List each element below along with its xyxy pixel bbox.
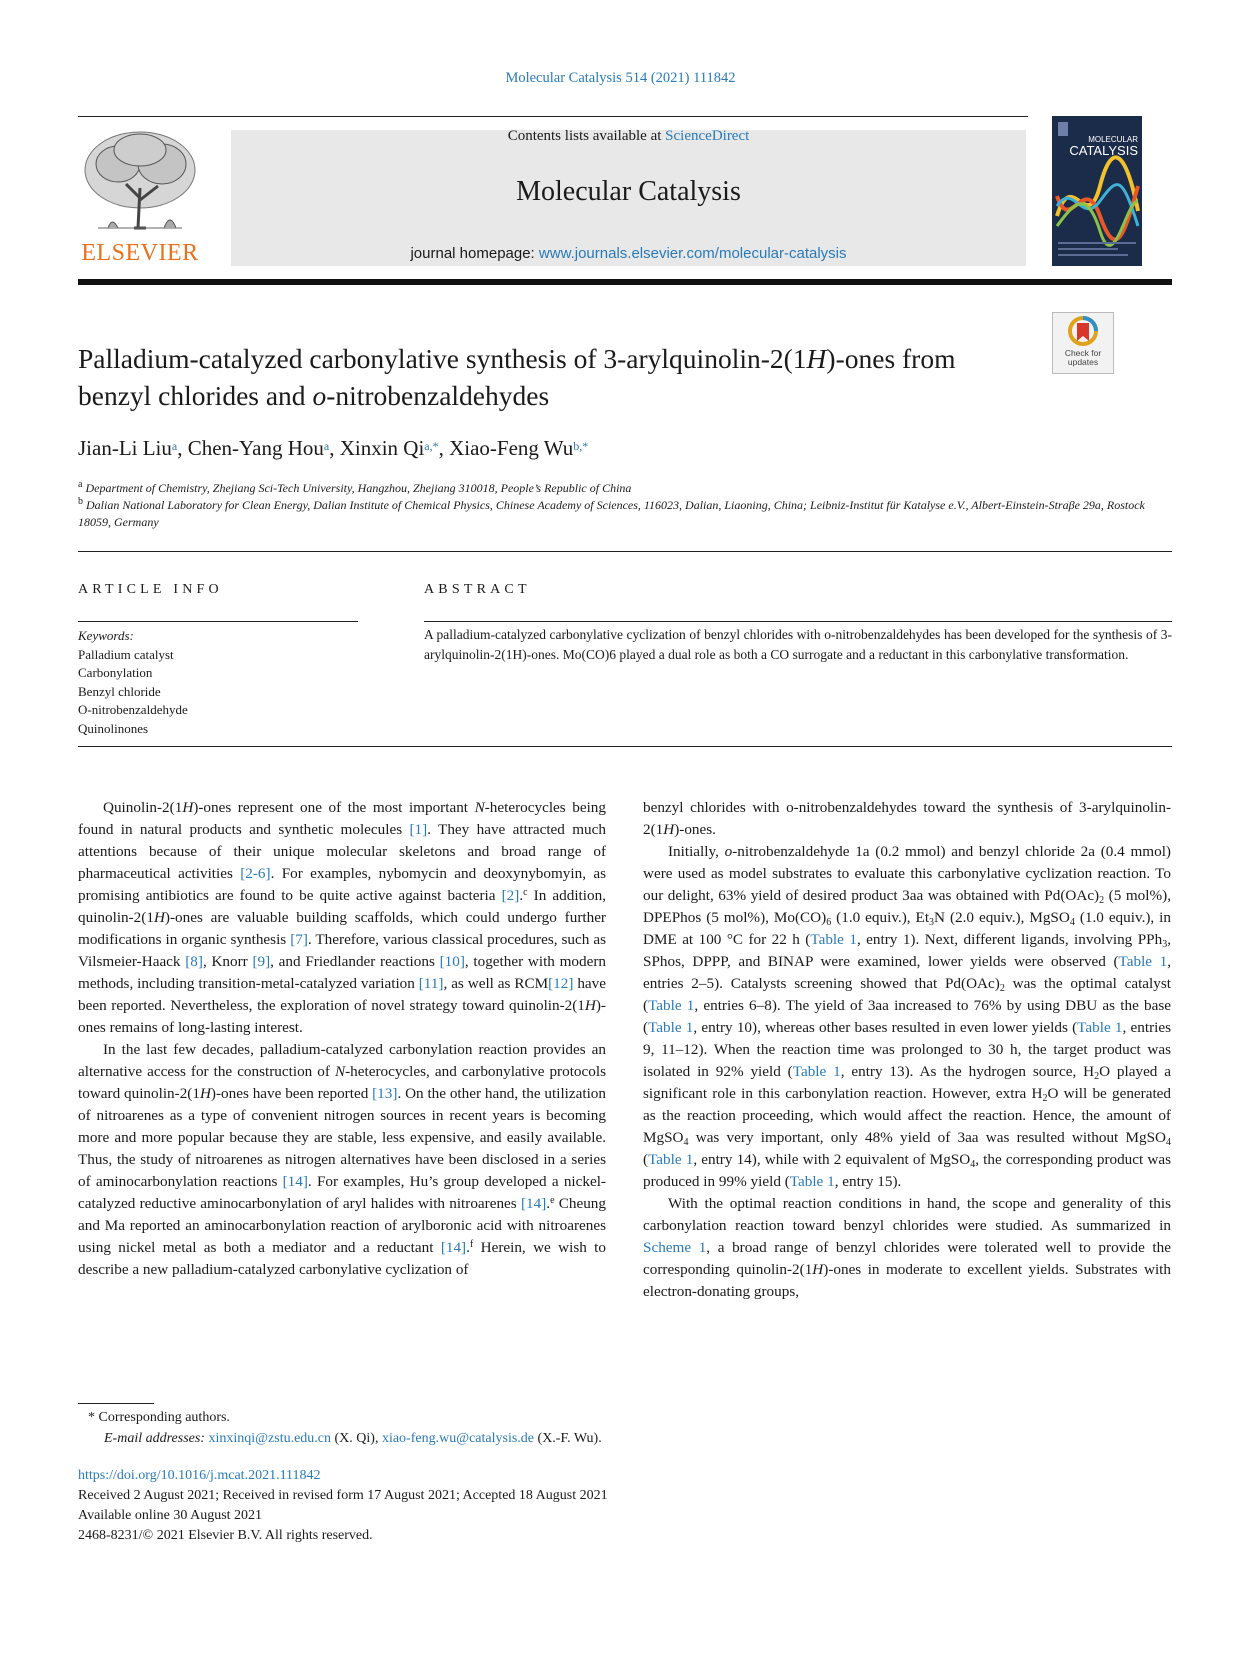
body-column-right	[643, 797, 1171, 1303]
reference-link[interactable]: [1]	[409, 821, 428, 838]
keyword-item: Palladium catalyst	[78, 646, 174, 662]
affiliation-marker: a	[78, 479, 83, 490]
contents-prefix: Contents lists available at	[507, 128, 666, 144]
scheme-link[interactable]: Scheme 1	[643, 1239, 707, 1256]
email-owner: (X.-F. Wu).	[534, 1431, 602, 1446]
reference-link[interactable]: [8]	[185, 953, 203, 970]
table-link[interactable]: Table 1	[792, 1063, 841, 1080]
body-paragraph: benzyl chlorides with o-nitrobenzaldehydes toward the synthesis of 3-arylquinolin-2(1H)-ones.	[643, 799, 1171, 838]
title-italic-2: o	[312, 380, 327, 412]
table-link[interactable]: Table 1	[789, 1173, 835, 1190]
author-affil-marker[interactable]: b,*	[573, 439, 589, 453]
affiliation-b	[78, 497, 1172, 532]
title-text-1: Palladium-catalyzed carbonylative synthesis of 3-arylquinolin-2(1	[78, 343, 807, 374]
article-title	[78, 340, 1018, 414]
body-paragraph: Initially, o-nitrobenzaldehyde 1a (0.2 mmol) and benzyl chloride 2a (0.4 mmol) were used as model substrates to evaluate this carbonylative cyclization reaction. To our delight, 63% yield of desired product 3aa was obtained with $Pd(OAc)_2$ (5 mol%), DPEPhos (5 mol%), $Mo(CO)_6$ (1.0 equiv.), $Et_3N$ (2.0 equiv.), MgSO$_4$ (1.0 equiv.), in DME at 100 °C for 22 h (Table 1, entry 1). Next, different ligands, involving PPh$_3$, SPhos, DPPP, and BINAP were examined, lower yields were observed (Table 1, entries 2–5). Catalysts screening showed that $Pd(OAc)_2$ was the optimal catalyst (Table 1, entries 6–8). The yield of 3aa increased to 76% by using DBU as the base (Table 1, entry 10), whereas other bases resulted in even lower yields (Table 1, entries 9, 11–12). When the reaction time was prolonged to 30 h, the target product was isolated in 92% yield (Table 1, entry 13). As the hydrogen source, $H_2O$ played a significant role in this carbonylation reaction. However, extra $H_2O$ will be generated as the reaction proceeding, which would affect the reaction. Hence, the amount of MgSO$_4$ was very important, only 48% yield of 3aa was resulted without MgSO$_4$ (Table 1, entry 14), while with 2 equivalent of MgSO$_4$, the corresponding product was produced in 99% yield (Table 1, entry 15).	[643, 843, 1172, 1190]
title-text-3: -nitrobenzaldehydes	[326, 380, 550, 412]
affiliation-text: Dalian National Laboratory for Clean Energy, Dalian Institute of Chemical Physics, Chinese Academy of Sciences, 116023, Dalian, Liaoning, China; Leibniz-Institut für Katalyse e.V., Albert-Einstein-Straβe 29a, Rostock 18059, Germany	[78, 498, 1145, 530]
author-name[interactable]: Jian-Li Liu	[78, 436, 172, 460]
corresponding-note: * Corresponding authors.	[88, 1410, 230, 1425]
table-link[interactable]: Table 1	[648, 1151, 694, 1168]
footnote-rule	[78, 1403, 154, 1404]
journal-citation[interactable]: Molecular Catalysis 514 (2021) 111842	[505, 70, 736, 86]
keyword-item: Quinolinones	[78, 720, 149, 736]
reference-link[interactable]: [2-6]	[240, 865, 271, 882]
reference-link[interactable]: [10]	[439, 953, 465, 970]
reference-link[interactable]: [12]	[548, 975, 574, 992]
article-info-heading: ARTICLE INFO	[78, 582, 223, 597]
reference-link[interactable]: [14]	[520, 1195, 547, 1212]
reference-link[interactable]: [14]	[282, 1173, 308, 1190]
keyword-item: Carbonylation	[78, 665, 153, 680]
table-link[interactable]: Table 1	[648, 1019, 694, 1036]
abstract-rule	[424, 621, 1172, 622]
body-paragraph: Quinolin-2(1H)-ones represent one of the most important N-heterocycles being found in natural products and synthetic molecules [1]. They have attracted much attentions because of their unique molecular skeletons and broad range of pharmaceutical activities [2-6]. For examples, nybomycin and deoxynybomyin, as promising antibiotics are found to be quite active against bacteria [2].$^c$ In addition, quinolin-2(1H)-ones are valuable building scaffolds, which could undergo further modifications in organic synthesis [7]. Therefore, various classical procedures, such as Vilsmeier-Haack [8], Knorr [9], and Friedlander reactions [10], together with modern methods, including transition-metal-catalyzed variation [11], as well as RCM[12] have been reported. Nevertheless, the exploration of novel strategy toward quinolin-2(1H)-ones remains of long-lasting interest.	[78, 799, 606, 1036]
table-link[interactable]: Table 1	[1077, 1019, 1123, 1036]
author-affil-marker[interactable]: a	[323, 439, 330, 453]
table-link[interactable]: Table 1	[648, 997, 695, 1014]
email-owner: (X. Qi),	[331, 1431, 382, 1446]
reference-link[interactable]: [11]	[418, 975, 444, 992]
email-link[interactable]: xiao-feng.wu@catalysis.de	[381, 1431, 535, 1446]
contents-available-line	[231, 128, 1026, 145]
reference-link[interactable]: [7]	[290, 931, 308, 948]
publication-info	[78, 1466, 1172, 1546]
bookmark-update-icon	[1068, 316, 1098, 348]
author-name[interactable]: Chen-Yang Hou	[187, 436, 324, 460]
title-text-2: )-ones from benzyl chlorides and	[78, 343, 956, 412]
keyword-item: O-nitrobenzaldehyde	[78, 702, 188, 717]
body-paragraph: In the last few decades, palladium-catalyzed carbonylation reaction provides an alternative access for the construction of N-heterocycles, and carbonylative protocols toward quinolin-2(1H)-ones have been reported [13]. On the other hand, the utilization of nitroarenes as a type of convenient nitrogen sources in recent years is becoming more and more popular because they are stable, less expensive, and easily available. Thus, the study of nitroarenes as nitrogen alternatives have been disclosed in a series of aminocarbonylation reactions [14]. For examples, Hu’s group developed a nickel-catalyzed reductive aminocarbonylation of aryl halides with nitroarenes [14].$^e$ Cheung and Ma reported an aminocarbonylation reaction of arylboronic acid with nitroarenes using nickel metal as both a mediator and a reductant [14].$^f$ Herein, we wish to describe a new palladium-catalyzed carbonylative cyclization of	[78, 1041, 606, 1278]
journal-name: Molecular Catalysis	[516, 176, 741, 207]
author-affil-marker[interactable]: a,*	[424, 439, 439, 453]
affiliation-text: Department of Chemistry, Zhejiang Sci-Tech University, Hangzhou, Zhejiang 310018, People’s Republic of China	[85, 481, 632, 495]
author-name[interactable]: Xinxin Qi	[339, 436, 425, 460]
footnotes	[78, 1407, 1172, 1449]
received-dates: Received 2 August 2021; Received in revised form 17 August 2021; Accepted 18 August 2021	[78, 1488, 608, 1503]
reference-link[interactable]: [9]	[252, 953, 271, 970]
abstract-heading: ABSTRACT	[424, 582, 531, 597]
keywords-label: Keywords:	[78, 628, 134, 643]
keyword-item: Benzyl chloride	[78, 683, 161, 699]
email-label: E-mail addresses:	[104, 1431, 209, 1446]
journal-homepage-link[interactable]: www.journals.elsevier.com/molecular-catalysis	[538, 245, 847, 262]
cover-art-icon	[1052, 116, 1142, 266]
section-rule	[78, 551, 1172, 552]
table-link[interactable]: Table 1	[810, 931, 857, 948]
body-paragraph: With the optimal reaction conditions in hand, the scope and generality of this carbonylation reaction toward benzyl chlorides were studied. As summarized in Scheme 1, a broad range of benzyl chlorides were tolerated well to provide the corresponding quinolin-2(1H)-ones in moderate to excellent yields. Substrates with electron-donating groups,	[643, 1195, 1171, 1300]
cover-title-1: MOLECULAR	[1088, 135, 1138, 144]
author-list: Jian-Li Liu$^a$, Chen-Yang Hou$^a$, Xinxin $Qi^{a,*}$, Xiao-Feng $Wu^{b,*}$	[78, 436, 589, 460]
abstract-text: A palladium-catalyzed carbonylative cyclization of benzyl chlorides with o-nitrobenzaldehydes has been developed for the synthesis of 3-arylquinolin-2(1H)-ones. Mo(CO)6 played a dual role as both a CO surrogate and a reductant in this carbonylative transformation.	[424, 627, 1172, 662]
reference-link[interactable]: [14]	[440, 1239, 467, 1256]
author-name[interactable]: Xiao-Feng Wu	[449, 436, 574, 460]
available-online: Available online 30 August 2021	[78, 1508, 263, 1523]
header-top-rule	[78, 116, 1028, 117]
header-thick-rule	[78, 279, 1172, 285]
check-for-updates-label: Check for updates	[1064, 348, 1102, 367]
email-link[interactable]: xinxinqi@zstu.edu.cn	[208, 1431, 332, 1446]
title-italic-1: H	[806, 343, 827, 374]
copyright-line: 2468-8231/© 2021 Elsevier B.V. All rights reserved.	[78, 1528, 373, 1543]
keywords-rule	[78, 621, 358, 622]
journal-homepage-line	[231, 245, 1026, 262]
affiliation-a	[78, 480, 1172, 497]
tree-icon	[78, 128, 202, 238]
abstract-bottom-rule	[78, 746, 1172, 747]
body-column-left	[78, 797, 606, 1281]
table-link[interactable]: Table 1	[1118, 953, 1168, 970]
homepage-prefix: journal homepage:	[410, 245, 539, 262]
check-for-updates-badge[interactable]	[1052, 312, 1114, 374]
email-line	[78, 1428, 1172, 1449]
author-affil-marker[interactable]: a	[171, 439, 178, 453]
reference-link[interactable]: [2]	[501, 887, 520, 904]
affiliation-marker: b	[78, 496, 83, 507]
sciencedirect-link[interactable]: ScienceDirect	[665, 128, 750, 144]
doi-link[interactable]: https://doi.org/10.1016/j.mcat.2021.111842	[78, 1468, 321, 1483]
cover-title-2: CATALYSIS	[1069, 143, 1138, 158]
elsevier-logo-text: ELSEVIER	[81, 240, 199, 266]
reference-link[interactable]: [13]	[372, 1085, 398, 1102]
keywords-list	[78, 627, 358, 738]
journal-cover-thumbnail[interactable]	[1052, 116, 1142, 266]
